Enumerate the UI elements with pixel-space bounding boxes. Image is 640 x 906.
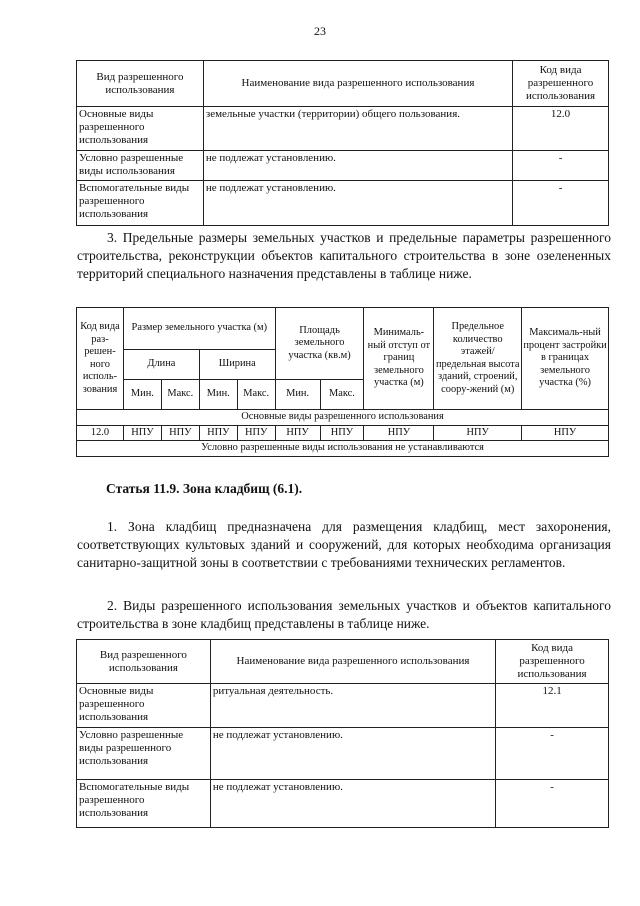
table-row [77,425,609,441]
header-floors: Предельное количество этажей/ предельная высота зданий, строений, соору-жений (м) [434,308,522,410]
cell-code: 12.0 [77,425,124,441]
cell-name: ритуальная деятельность. [210,684,495,728]
header-name: Наименование вида разрешенного использования [210,640,495,684]
cell-code: 12.0 [513,107,609,151]
page-number: 23 [314,24,326,38]
cell-name: не подлежат установлению. [210,780,495,828]
permitted-use-table-cemetery [76,639,609,828]
cell-name: не подлежат установлению. [203,181,512,226]
header-width-min: Мин. [199,380,237,410]
cell-kind: Основные виды разрешенного использования [77,107,204,151]
cell-code: 12.1 [496,684,609,728]
header-length: Длина [123,350,199,380]
header-area: Площадь земельного участка (кв.м) [275,308,364,380]
table-header-row [77,61,609,107]
table-row [77,728,609,780]
cell-value: НПУ [199,425,237,441]
cell-name: земельные участки (территории) общего пользования. [203,107,512,151]
header-length-max: Макс. [161,380,199,410]
table-header-row [77,640,609,684]
cell-kind: Условно разрешенные виды использования [77,151,204,181]
cell-code: - [496,780,609,828]
header-area-max: Макс. [320,380,364,410]
cell-code: - [496,728,609,780]
paragraph-cemetery-purpose: 1. Зона кладбищ предназначена для размещения кладбищ, мест захоронения, соответствующих культовых зданий и сооружений, для которых необходима организация санитарно-защитной зоны в соответствии с требованиями технических регламентов. [77,519,611,570]
cell-value: НПУ [364,425,434,441]
cell-value: НПУ [123,425,161,441]
permitted-use-table-green-zone [76,60,609,226]
section-main: Основные виды разрешенного использования [77,410,609,426]
paragraph-cemetery-uses: 2. Виды разрешенного использования земельных участков и объектов капитального строительства в зоне кладбищ представлены в таблице ниже. [77,598,611,631]
header-code: Код вида раз-решен-ного исполь-зования [77,308,124,410]
table-row [77,151,609,181]
table-row [77,780,609,828]
cell-value: НПУ [522,425,609,441]
header-kind: Вид разрешенного использования [77,640,211,684]
header-kind: Вид разрешенного использования [77,61,204,107]
header-code: Код вида разрешенного использования [496,640,609,684]
section-row [77,410,609,426]
article-heading: Статья 11.9. Зона кладбищ (6.1). [106,481,303,496]
cell-value: НПУ [320,425,364,441]
cell-kind: Основные виды разрешенного использования [77,684,211,728]
header-size: Размер земельного участка (м) [123,308,275,350]
cell-code: - [513,181,609,226]
limit-parameters-table [76,307,609,457]
header-name: Наименование вида разрешенного использования [203,61,512,107]
header-width-max: Макс. [237,380,275,410]
cell-value: НПУ [434,425,522,441]
cell-value: НПУ [161,425,199,441]
header-coverage: Максималь-ный процент застройки в границах земельного участка (%) [522,308,609,410]
table-row [77,181,609,226]
header-code: Код вида разрешенного использования [513,61,609,107]
paragraph-limits-intro: 3. Предельные размеры земельных участков и предельные параметры разрешенного строительства, реконструкции объектов капитального строительства в зоне озелененных территорий специального назначения представлены в таблице ниже. [77,230,611,281]
cell-name: не подлежат установлению. [210,728,495,780]
cell-value: НПУ [275,425,320,441]
header-width: Ширина [199,350,275,380]
table-header-row [77,308,609,350]
cell-kind: Вспомогательные виды разрешенного использования [77,780,211,828]
cell-kind: Условно разрешенные виды разрешенного использования [77,728,211,780]
cell-value: НПУ [237,425,275,441]
section-row [77,441,609,457]
table-row [77,107,609,151]
cell-code: - [513,151,609,181]
table-row [77,684,609,728]
header-area-min: Мин. [275,380,320,410]
section-conditional: Условно разрешенные виды использования не устанавливаются [77,441,609,457]
header-setback: Минималь-ный отступ от границ земельного участка (м) [364,308,434,410]
header-length-min: Мин. [123,380,161,410]
cell-kind: Вспомогательные виды разрешенного использования [77,181,204,226]
cell-name: не подлежат установлению. [203,151,512,181]
